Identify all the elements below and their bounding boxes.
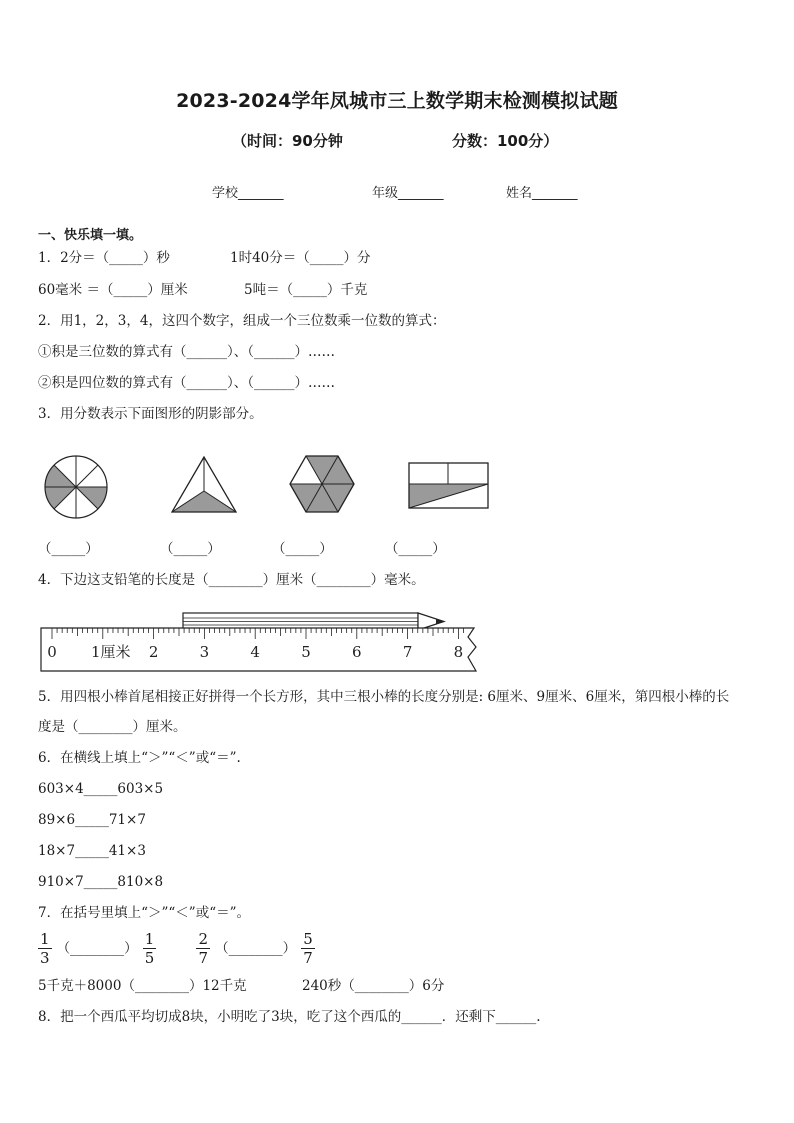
q6-item-2: 89×6_____71×7 — [38, 812, 146, 828]
q3-answer-2: （_____） — [160, 541, 221, 557]
grade-field: 年级_______ — [372, 186, 444, 201]
q7-stem: 7．在括号里填上“＞”“＜”或“＝”。 — [38, 905, 250, 921]
q3-stem: 3．用分数表示下面图形的阴影部分。 — [38, 406, 263, 422]
ruler-label: 0 — [47, 643, 57, 661]
q1-b: 1时40分＝（_____）分 — [230, 250, 371, 266]
ruler-label: 4 — [250, 643, 260, 661]
fraction-1-5: $\frac{1}{5}$ — [144, 930, 155, 967]
q8-text: 8．把一个西瓜平均切成8块，小明吃了3块，吃了这个西瓜的______．还剩下______. — [38, 1009, 541, 1025]
q7-fraction-row — [38, 930, 315, 967]
ruler-label: 6 — [352, 643, 362, 661]
triangle-figure — [168, 455, 240, 515]
q1-c: 60毫米 ＝（_____）厘米 — [38, 282, 188, 298]
ruler-label: 8 — [453, 643, 464, 661]
section-title: 一、快乐填一填。 — [38, 228, 143, 243]
ruler-label: 5 — [301, 643, 311, 661]
ruler-label: 1厘米 — [91, 643, 131, 661]
ruler-label: 3 — [199, 643, 210, 661]
ruler-image — [40, 627, 480, 673]
q5-line2: 度是（________）厘米。 — [38, 719, 187, 735]
ruler-label: 2 — [148, 643, 159, 661]
fraction-2-7: $\frac{2}{7}$ — [198, 930, 209, 967]
q3-answer-4: （_____） — [385, 541, 446, 557]
q7-d: 240秒（________）6分 — [302, 978, 445, 994]
rectangle-figure — [408, 462, 490, 510]
q3-answer-3: （_____） — [272, 541, 333, 557]
q6-item-3: 18×7_____41×3 — [38, 843, 146, 859]
q7-blank-2: （________） — [215, 940, 297, 957]
q6-item-1: 603×4_____603×5 — [38, 781, 164, 797]
q2-stem: 2．用1，2，3，4，这四个数字，组成一个三位数乘一位数的算式： — [38, 313, 446, 329]
hexagon-figure — [288, 452, 356, 516]
q7-blank-1: （________） — [56, 940, 138, 957]
school-field: 学校_______ — [212, 186, 284, 201]
q6-item-4: 910×7_____810×8 — [38, 874, 164, 890]
q1-d: 5吨＝（_____）千克 — [244, 282, 368, 298]
exam-score: 分数：100分） — [452, 132, 559, 150]
fraction-1-3: $\frac{1}{3}$ — [40, 930, 50, 967]
exam-time: （时间：90分钟 — [232, 132, 343, 150]
q5-line1: 5．用四根小棒首尾相接正好拼得一个长方形，其中三根小棒的长度分别是: 6厘米、9厘米、6厘米，第四根小棒的长 — [38, 689, 730, 705]
q7-c: 5千克＋8000（________）12千克 — [38, 978, 247, 994]
name-field: 姓名_______ — [506, 186, 578, 201]
q3-answer-1: （_____） — [38, 541, 99, 557]
q6-stem: 6．在横线上填上“＞”“＜”或“＝”. — [38, 750, 241, 766]
fraction-5-7: $\frac{5}{7}$ — [303, 930, 313, 967]
page-title: 2023-2024学年凤城市三上数学期末检测模拟试题 — [176, 90, 618, 112]
q2-b: ②积是四位数的算式有（______）、（______）…… — [38, 375, 335, 391]
q4-stem: 4．下边这支铅笔的长度是（________）厘米（________）毫米。 — [38, 572, 425, 588]
ruler-label: 7 — [402, 643, 413, 661]
q2-a: ①积是三位数的算式有（______）、（______）…… — [38, 344, 335, 360]
q1-a: 1．2分＝（_____）秒 — [38, 250, 170, 266]
circle-figure — [42, 453, 110, 521]
